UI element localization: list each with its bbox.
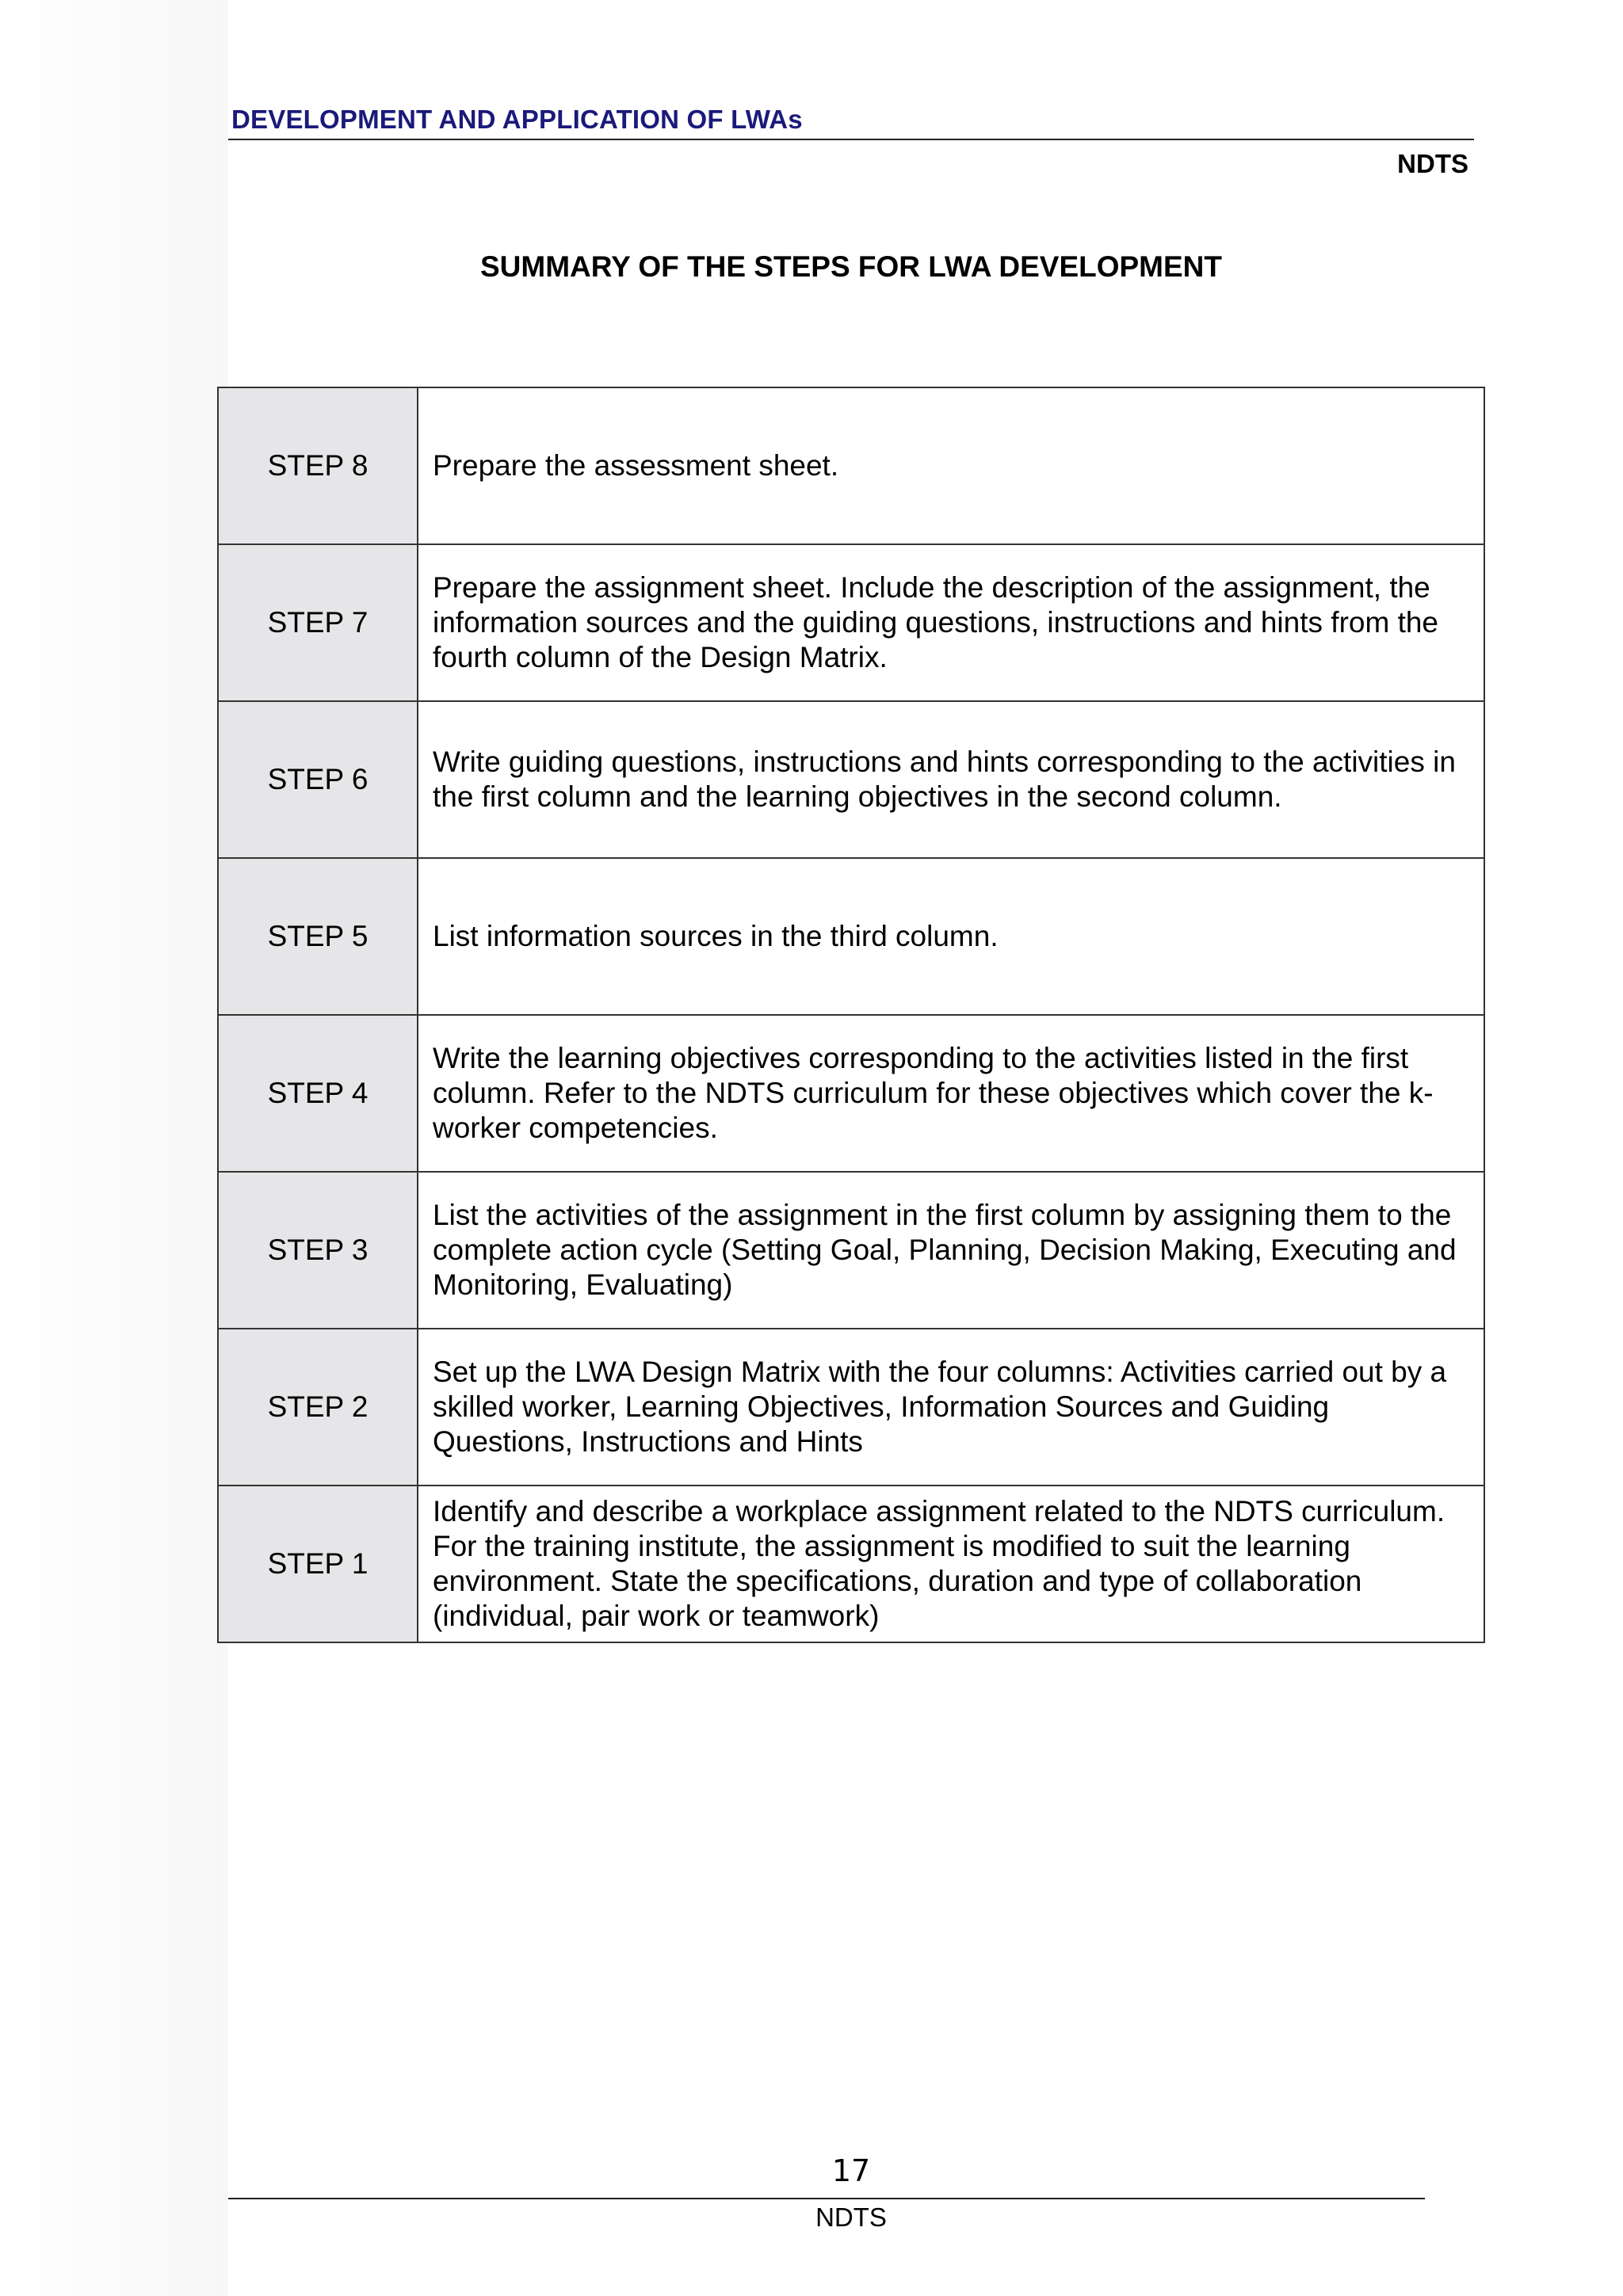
table-row [218,387,1484,544]
steps-table [217,387,1485,1643]
table-row [218,1486,1484,1642]
step-description: List the activities of the assignment in the first column by assigning them to the complete action cycle (Setting Goal, Planning, Decision Making, Executing and Monitoring, Evaluating) [418,1172,1484,1329]
step-label: STEP 2 [218,1329,418,1486]
table-row [218,858,1484,1015]
step-label: STEP 7 [218,544,418,701]
step-label: STEP 5 [218,858,418,1015]
table-row [218,701,1484,858]
step-description: Identify and describe a workplace assignment related to the NDTS curriculum. For the training institute, the assignment is modified to suit the learning environment. State the specifications, duration and type of collaboration (individual, pair work or teamwork) [418,1486,1484,1642]
running-header-label: NDTS [1397,149,1468,178]
step-description: Set up the LWA Design Matrix with the four columns: Activities carried out by a skilled worker, Learning Objectives, Information Sources and Guiding Questions, Instructions and Hints [418,1329,1484,1486]
page-number: 17 [831,2153,871,2188]
footer-divider [228,2198,1425,2199]
step-label: STEP 4 [218,1015,418,1172]
step-label: STEP 6 [218,701,418,858]
step-description: Write the learning objectives corresponding to the activities listed in the first column. Refer to the NDTS curriculum for these objectives which cover the k-worker competencies. [418,1015,1484,1172]
table-row [218,1329,1484,1486]
running-footer-label: NDTS [815,2203,887,2232]
step-label: STEP 8 [218,387,418,544]
document-heading: SUMMARY OF THE STEPS FOR LWA DEVELOPMENT [479,250,1223,283]
header-divider [228,139,1474,140]
step-label: STEP 3 [218,1172,418,1329]
step-description: Prepare the assignment sheet. Include the description of the assignment, the information sources and the guiding questions, instructions and hints from the fourth column of the Design Matrix. [418,544,1484,701]
table-row [218,1015,1484,1172]
page-left-margin [0,0,228,2296]
table-row [218,544,1484,701]
running-header-title: DEVELOPMENT AND APPLICATION OF LWAs [231,105,803,134]
step-description: Write guiding questions, instructions and hints corresponding to the activities in the first column and the learning objectives in the second column. [418,701,1484,858]
table-row [218,1172,1484,1329]
step-label: STEP 1 [218,1486,418,1642]
step-description: List information sources in the third column. [418,858,1484,1015]
step-description: Prepare the assessment sheet. [418,387,1484,544]
